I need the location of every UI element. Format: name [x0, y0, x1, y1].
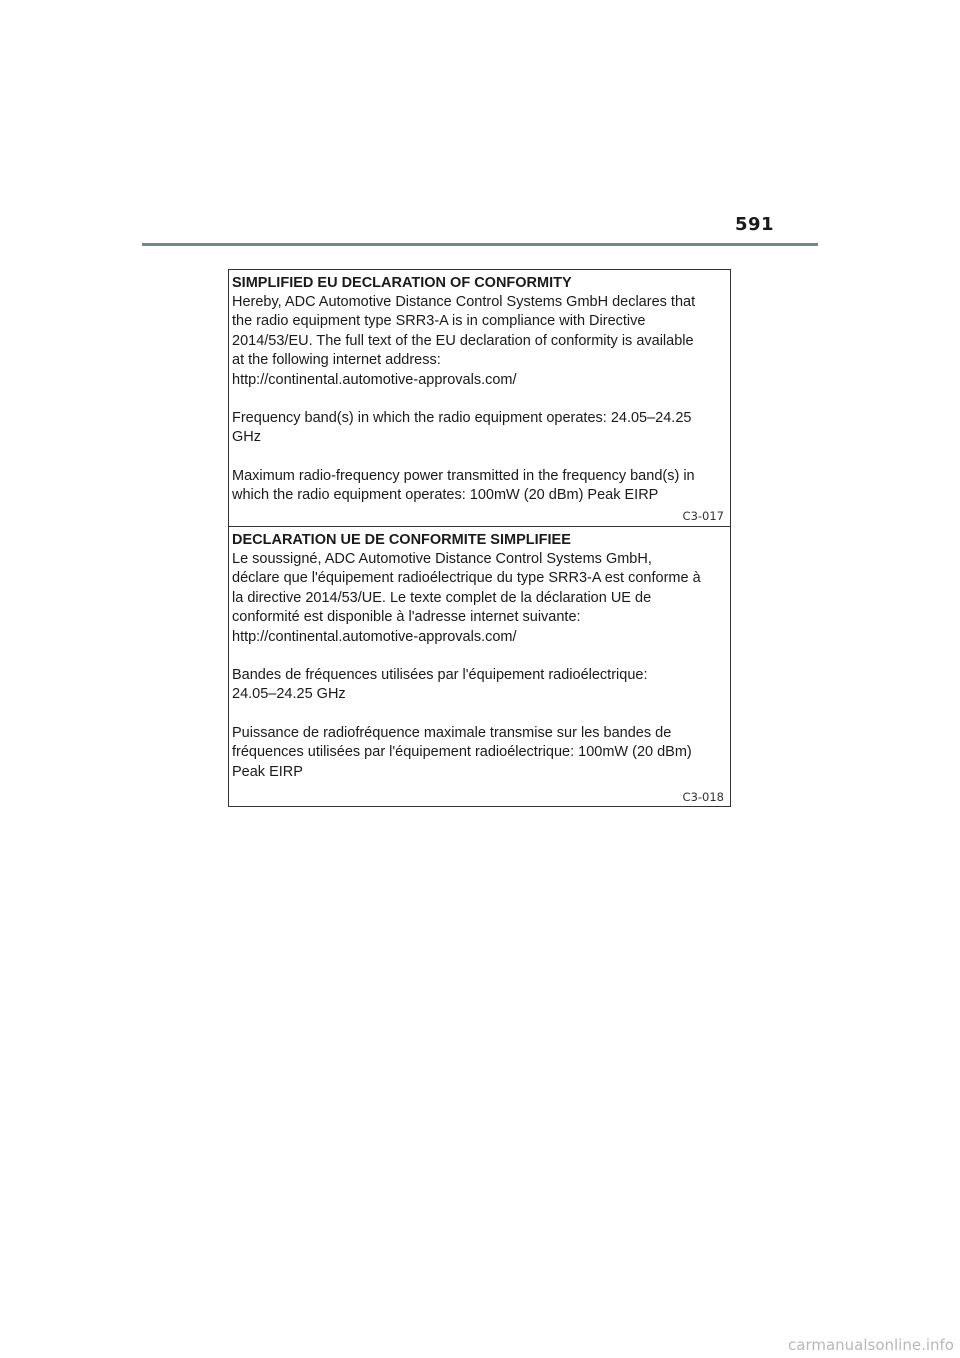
declaration-en-section — [229, 270, 730, 526]
declaration-en-line: 2014/53/EU. The full text of the EU declaration of conformity is available — [232, 332, 694, 349]
header-rule — [142, 243, 818, 246]
declaration-en-frequency: Frequency band(s) in which the radio equipment operates: 24.05–24.25 — [232, 410, 692, 427]
declaration-box — [228, 269, 731, 807]
page-number: 591 — [735, 214, 775, 235]
declaration-fr-power: Puissance de radiofréquence maximale transmise sur les bandes de — [232, 724, 672, 741]
declaration-fr-line: conformité est disponible à l'adresse internet suivante: — [232, 609, 581, 626]
declaration-fr-title: DECLARATION UE DE CONFORMITE SIMPLIFIEE — [232, 532, 571, 548]
declaration-en-line: the radio equipment type SRR3-A is in compliance with Directive — [232, 313, 646, 330]
declaration-fr-code: C3-018 — [682, 790, 724, 804]
declaration-fr-line: déclare que l'équipement radioélectrique du type SRR3-A est conforme à — [232, 570, 701, 587]
declaration-fr-frequency: 24.05–24.25 GHz — [232, 686, 346, 703]
declaration-fr-section — [229, 526, 730, 807]
declaration-en-frequency: GHz — [232, 429, 261, 446]
declaration-fr-line: la directive 2014/53/UE. Le texte complet de la déclaration UE de — [232, 589, 652, 606]
declaration-fr-line: Le soussigné, ADC Automotive Distance Control Systems GmbH, — [232, 551, 652, 567]
declaration-en-power: Maximum radio-frequency power transmitted in the frequency band(s) in — [232, 467, 695, 484]
declaration-en-title: SIMPLIFIED EU DECLARATION OF CONFORMITY — [232, 275, 572, 291]
declaration-en-line: at the following internet address: — [232, 352, 441, 369]
declaration-fr-frequency: Bandes de fréquences utilisées par l'équipement radioélectrique: — [232, 667, 648, 684]
declaration-en-code: C3-017 — [682, 509, 724, 523]
declaration-fr-power: fréquences utilisées par l'équipement radioélectrique: 100mW (20 dBm) — [232, 744, 692, 761]
watermark: carmanualsonline.info — [788, 1336, 954, 1354]
declaration-en-url: http://continental.automotive-approvals.com/ — [232, 371, 517, 388]
declaration-fr-url: http://continental.automotive-approvals.com/ — [232, 628, 517, 645]
declaration-en-power: which the radio equipment operates: 100mW (20 dBm) Peak EIRP — [232, 487, 659, 504]
declaration-fr-power: Peak EIRP — [232, 763, 303, 780]
declaration-en-line: Hereby, ADC Automotive Distance Control Systems GmbH declares that — [232, 294, 696, 310]
